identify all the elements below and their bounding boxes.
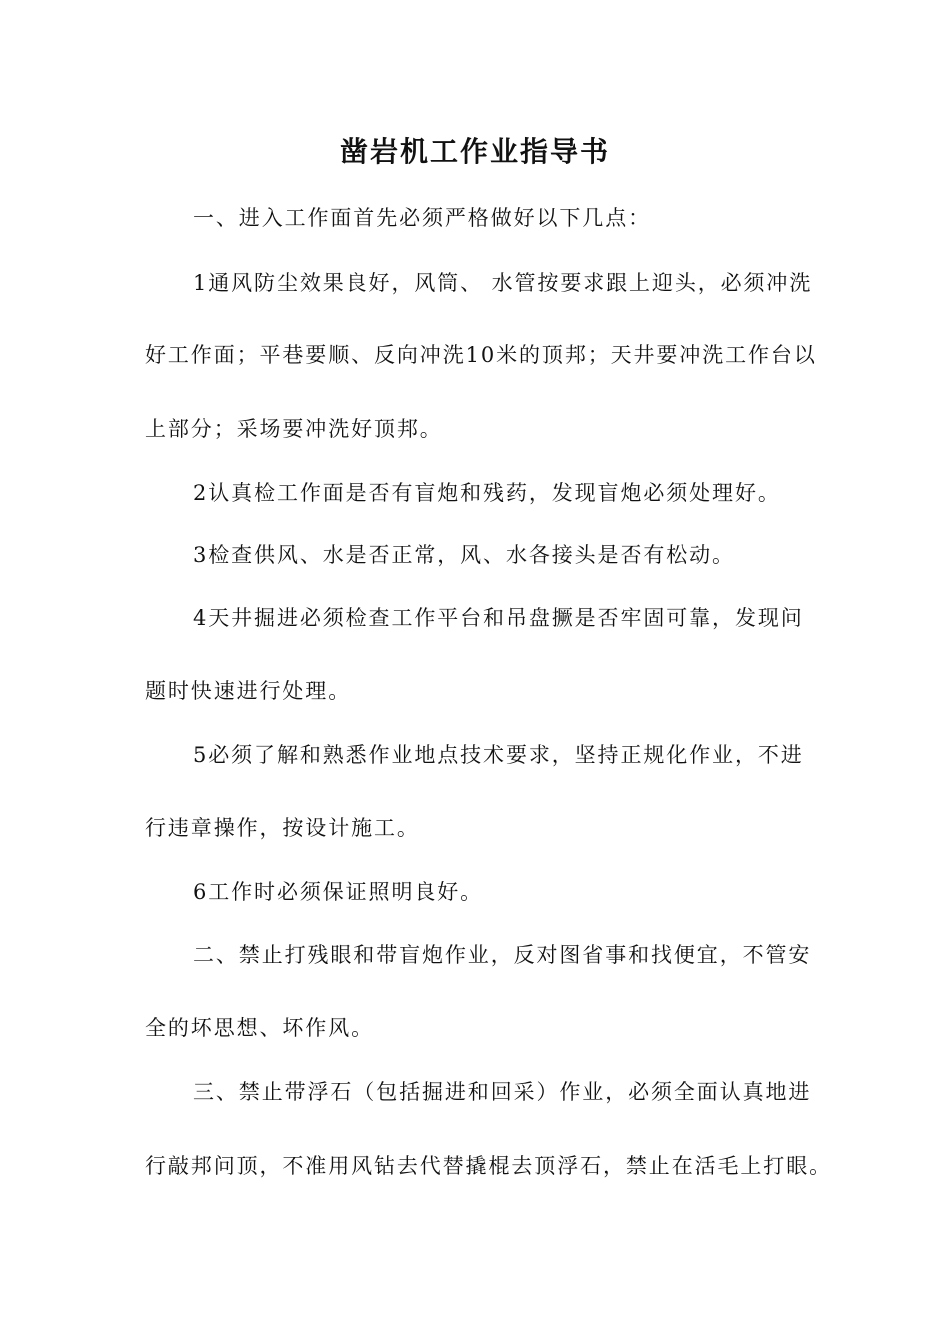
paragraph-line: 4天井掘进必须检查工作平台和吊盘撅是否牢固可靠，发现问 xyxy=(193,606,804,630)
document-title: 凿岩机工作业指导书 xyxy=(339,135,610,168)
section-heading-1: 一、进入工作面首先必须严格做好以下几点： xyxy=(193,206,651,230)
paragraph-line: 5必须了解和熟悉作业地点技术要求，坚持正规化作业，不进 xyxy=(193,743,804,767)
paragraph-line: 好工作面；平巷要顺、反向冲洗10米的顶邦；天井要冲洗工作台以 xyxy=(145,343,817,367)
paragraph-line: 2认真检工作面是否有盲炮和残药，发现盲炮必须处理好。 xyxy=(193,481,781,505)
paragraph-line: 6工作时必须保证照明良好。 xyxy=(193,880,484,904)
paragraph-line: 行敲邦问顶，不准用风钻去代替撬棍去顶浮石，禁止在活毛上打眼。 xyxy=(145,1154,832,1178)
section-heading-3: 三、禁止带浮石（包括掘进和回采）作业，必须全面认真地进 xyxy=(193,1080,812,1104)
paragraph-line: 全的坏思想、坏作风。 xyxy=(145,1016,374,1040)
paragraph-line: 上部分；采场要冲洗好顶邦。 xyxy=(145,417,443,441)
paragraph-line: 行违章操作，按设计施工。 xyxy=(145,816,420,840)
paragraph-line: 3检查供风、水是否正常，风、水各接头是否有松动。 xyxy=(193,543,735,567)
paragraph-line: 题时快速进行处理。 xyxy=(145,679,352,703)
section-heading-2: 二、禁止打残眼和带盲炮作业，反对图省事和找便宜，不管安 xyxy=(193,943,812,967)
paragraph-line: 1通风防尘效果良好，风筒、 水管按要求跟上迎头，必须冲洗 xyxy=(193,271,813,295)
